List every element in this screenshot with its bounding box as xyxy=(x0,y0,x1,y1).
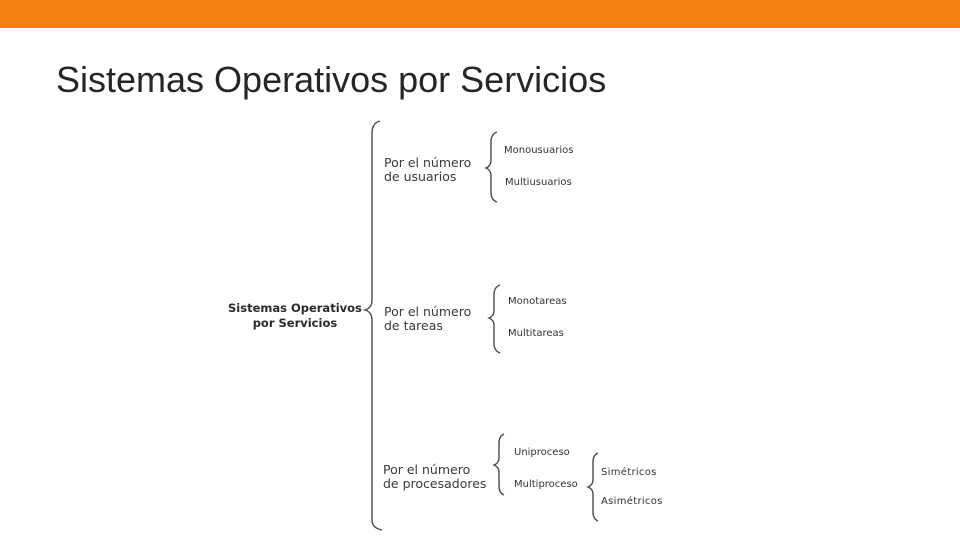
slide-title: Sistemas Operativos por Servicios xyxy=(56,59,607,100)
branch-tasks xyxy=(384,305,471,333)
leaf-monousuarios: Monousuarios xyxy=(504,145,574,156)
tasks-brace xyxy=(489,285,500,353)
branch-processors-line2: de procesadores xyxy=(383,476,487,491)
leaf-multitareas: Multitareas xyxy=(508,328,564,339)
branch-users xyxy=(384,156,471,184)
branch-users-line1: Por el número xyxy=(384,155,472,170)
processors-brace xyxy=(494,434,504,495)
root-node xyxy=(228,301,362,331)
branch-processors xyxy=(383,463,486,491)
branch-tasks-line2: de tareas xyxy=(384,318,443,333)
leaf-simetricos: Simétricos xyxy=(601,467,657,478)
branch-tasks-line1: Por el número xyxy=(384,304,472,319)
root-label-line2: por Servicios xyxy=(252,316,338,330)
leaf-multiproceso: Multiproceso xyxy=(514,479,578,490)
root-brace xyxy=(365,121,382,530)
branch-users-line2: de usuarios xyxy=(384,169,457,184)
users-brace xyxy=(486,132,497,202)
multiproceso-brace xyxy=(588,453,598,521)
branch-processors-line1: Por el número xyxy=(383,462,471,477)
leaf-multiusuarios: Multiusuarios xyxy=(505,177,572,188)
leaf-asimetricos: Asimétricos xyxy=(601,496,663,507)
leaf-monotareas: Monotareas xyxy=(508,296,567,307)
root-label-line1: Sistemas Operativos xyxy=(228,301,362,315)
leaf-uniproceso: Uniproceso xyxy=(514,447,570,458)
